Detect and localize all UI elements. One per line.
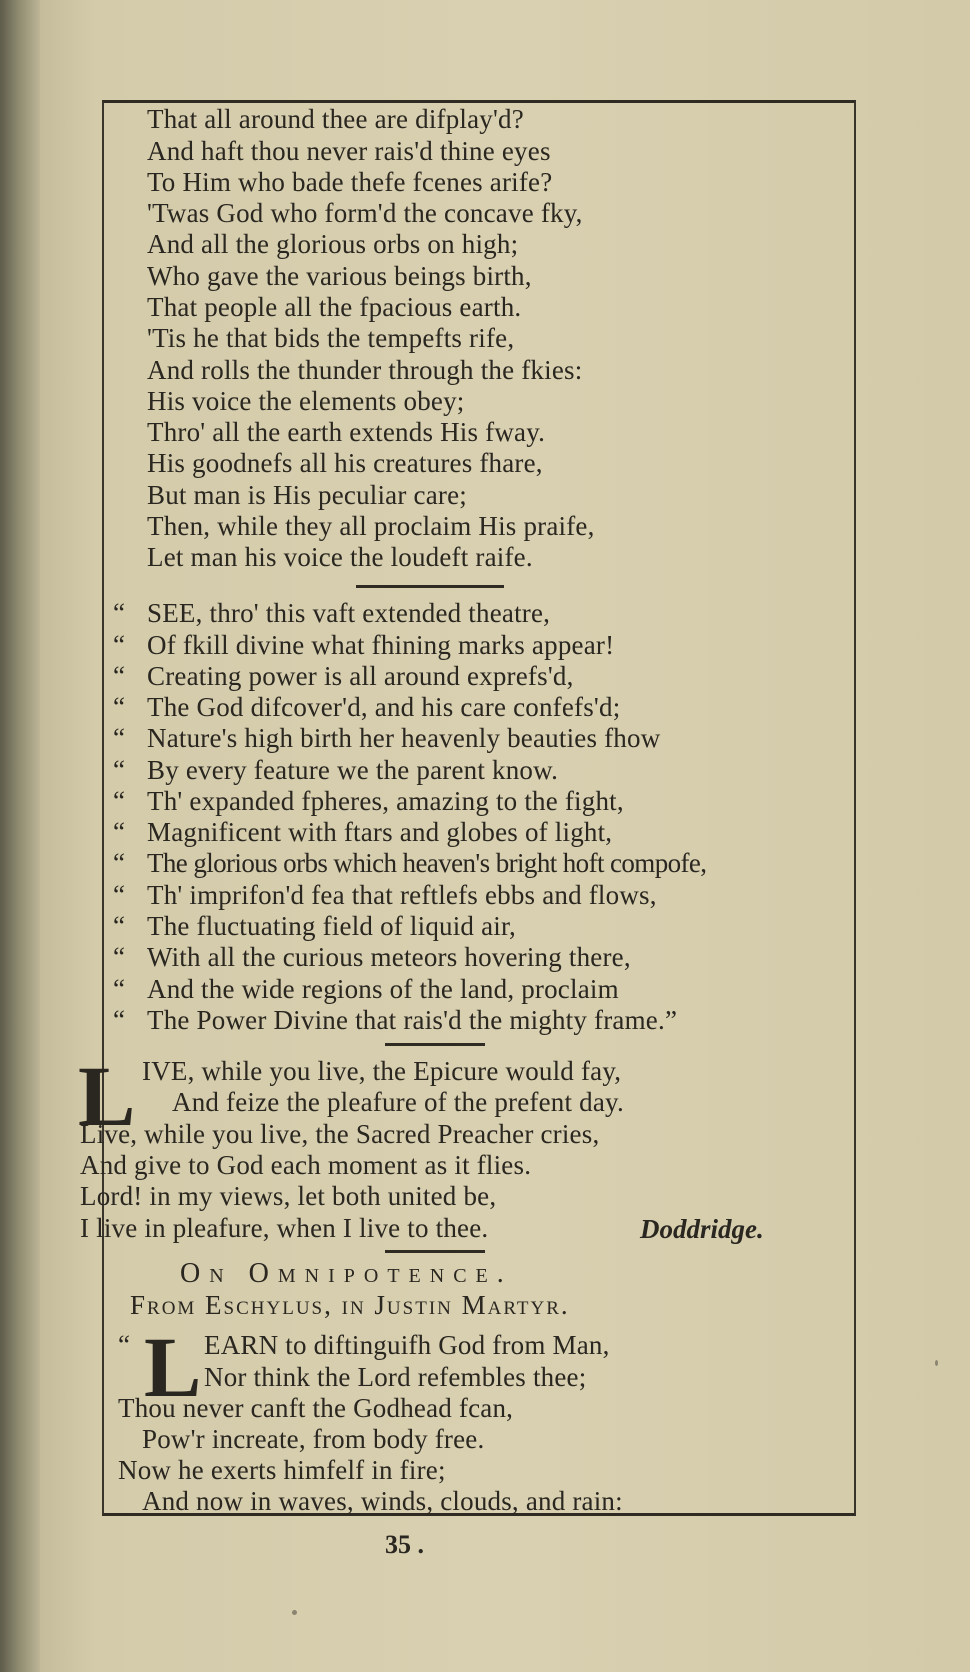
poem-4-line: Nor think the Lord refembles thee; — [204, 1362, 587, 1392]
poem-2-line: “ The Power Divine that rais'd the mighty frame.” — [113, 1005, 678, 1035]
poem-3-line: IVE, while you live, the Epicure would fay, — [142, 1056, 622, 1086]
page-number: 35 . — [385, 1530, 424, 1559]
poem-3-line: And give to God each moment as it flies. — [80, 1150, 532, 1180]
poem-1-line: And haft thou never rais'd thine eyes — [147, 136, 551, 166]
poem-1-line: Thro' all the earth extends His fway. — [147, 417, 546, 447]
poem-3-line: And feize the pleafure of the prefent day. — [172, 1087, 624, 1117]
quote-mark: “ — [113, 848, 125, 878]
poem-4-line: Pow'r increate, from body free. — [142, 1424, 485, 1454]
poem-1-line: Who gave the various beings birth, — [147, 261, 532, 291]
poem-2-line: “ Creating power is all around exprefs'd, — [113, 661, 574, 691]
poem-2-line: “ Nature's high birth her heavenly beauties fhow — [113, 723, 661, 753]
poem-1-line: And all the glorious orbs on high; — [147, 229, 519, 259]
book-gutter — [0, 0, 40, 1672]
poem-title: On Omnipotence. — [180, 1258, 513, 1289]
quote-mark: “ — [113, 723, 126, 753]
poem-1-line: That people all the fpacious earth. — [147, 292, 522, 322]
section-divider — [385, 1043, 485, 1046]
poem-2-line: “ The fluctuating field of liquid air, — [113, 911, 517, 941]
quote-mark: “ — [113, 630, 126, 660]
closing-quote-mark: ” — [664, 1005, 678, 1035]
poem-4-line: EARN to diftinguifh God from Man, — [204, 1330, 610, 1360]
quote-mark: “ — [113, 880, 126, 910]
poem-1-line: 'Twas God who form'd the concave fky, — [147, 198, 583, 228]
drop-cap: L — [144, 1319, 202, 1415]
poem-1-line: Then, while they all proclaim His praife, — [147, 511, 595, 541]
poem-2-line: “ And the wide regions of the land, proclaim — [113, 974, 619, 1004]
poem-2-line: “ By every feature we the parent know. — [113, 755, 559, 785]
poem-3-line: I live in pleafure, when I live to thee. — [80, 1213, 489, 1243]
poem-1-line: And rolls the thunder through the fkies: — [147, 355, 583, 385]
poem-4-line: Now he exerts himfelf in fire; — [118, 1455, 446, 1485]
poem-2-line: “ Th' expanded fpheres, amazing to the fight, — [113, 786, 624, 816]
poem-2-line: “ The glorious orbs which heaven's bright hoft compofe, — [113, 848, 707, 878]
quote-mark: “ — [113, 755, 126, 785]
poem-3-line: Live, while you live, the Sacred Preacher cries, — [80, 1119, 600, 1149]
poem-2-line: “ Th' imprifon'd fea that reftlefs ebbs and flows, — [113, 880, 657, 910]
poem-subtitle: From Eschylus, in Justin Martyr. — [130, 1290, 570, 1320]
quote-mark: “ — [113, 692, 126, 722]
book-page — [40, 0, 970, 1672]
quote-mark: “ — [113, 1005, 126, 1035]
poem-2-line: “ SEE, thro' this vaft extended theatre, — [113, 598, 551, 628]
poem-1-line: To Him who bade thefe fcenes arife? — [147, 167, 553, 197]
drop-cap: L — [78, 1048, 136, 1144]
poem-2-line: “ With all the curious meteors hovering there, — [113, 942, 631, 972]
quote-mark: “ — [113, 974, 126, 1004]
poem-4-line: Thou never canft the Godhead fcan, — [118, 1393, 514, 1423]
poem-1-line: Let man his voice the loudeft raife. — [147, 542, 533, 572]
poem-1-line: His voice the elements obey; — [147, 386, 465, 416]
poem-1-line: His goodnefs all his creatures fhare, — [147, 448, 543, 478]
section-divider — [385, 1250, 485, 1253]
section-divider — [356, 585, 504, 588]
poem-3-line: Lord! in my views, let both united be, — [80, 1181, 497, 1211]
quote-mark: “ — [113, 786, 126, 816]
poem-2-line: “ Magnificent with ftars and globes of light, — [113, 817, 613, 847]
poem-1-line: But man is His peculiar care; — [147, 480, 467, 510]
quote-mark: “ — [118, 1330, 131, 1360]
poem-2-line: “ The God difcover'd, and his care confefs'd; — [113, 692, 621, 722]
paper-speck — [935, 1360, 938, 1366]
author-attribution: Doddridge. — [640, 1214, 764, 1244]
quote-mark: “ — [113, 598, 126, 628]
quote-mark: “ — [113, 942, 126, 972]
poem-1-line: That all around thee are difplay'd? — [147, 104, 524, 134]
poem-2-line: “ Of fkill divine what fhining marks appear! — [113, 630, 615, 660]
quote-mark: “ — [113, 661, 126, 691]
quote-mark: “ — [113, 817, 126, 847]
paper-speck — [292, 1610, 297, 1615]
poem-1-line: 'Tis he that bids the tempefts rife, — [147, 323, 515, 353]
quote-mark: “ — [113, 911, 126, 941]
poem-4-line: And now in waves, winds, clouds, and rain: — [142, 1486, 623, 1516]
